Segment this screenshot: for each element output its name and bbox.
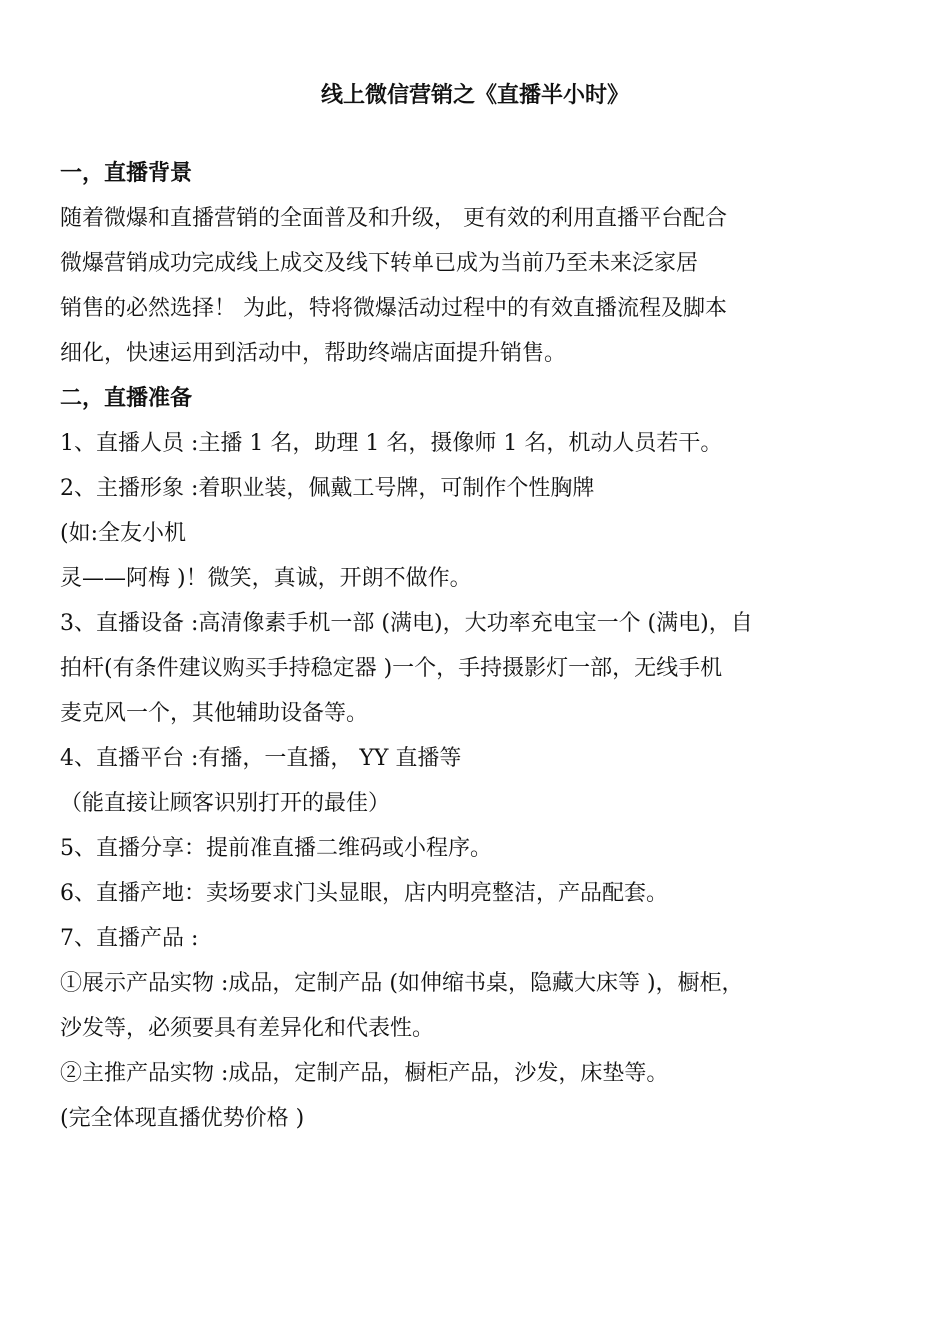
list-item: 拍杆(有条件建议购买手持稳定器 )一个，手持摄影灯一部，无线手机 (60, 656, 723, 681)
section-heading-preparation: 二，直播准备 (60, 386, 193, 411)
list-item: 7、直播产品 : (60, 926, 199, 951)
paragraph-line: 随着微爆和直播营销的全面普及和升级， 更有效的利用直播平台配合 (60, 206, 727, 231)
list-item: (如:全友小机 (60, 521, 186, 546)
list-item: （能直接让顾客识别打开的最佳） (60, 791, 391, 816)
list-item: 4、直播平台 :有播，一直播， YY 直播等 (60, 746, 462, 771)
list-item: ②主推产品实物 :成品，定制产品，橱柜产品，沙发，床垫等。 (60, 1061, 669, 1086)
section-heading-background: 一，直播背景 (60, 161, 193, 186)
list-item: 2、主播形象 :着职业装，佩戴工号牌，可制作个性胸牌 (60, 476, 595, 501)
list-item: 5、直播分享：提前准直播二维码或小程序。 (60, 836, 492, 861)
list-item: 沙发等，必须要具有差异化和代表性。 (60, 1016, 435, 1041)
list-item: (完全体现直播优势价格 ) (60, 1106, 305, 1131)
list-item: 麦克风一个，其他辅助设备等。 (60, 701, 369, 726)
paragraph-line: 细化，快速运用到活动中，帮助终端店面提升销售。 (60, 341, 567, 366)
list-item: 灵——阿梅 )！微笑，真诚，开朗不做作。 (60, 566, 472, 591)
paragraph-line: 微爆营销成功完成线上成交及线下转单已成为当前乃至未来泛家居 (60, 251, 699, 276)
list-item: ①展示产品实物 :成品，定制产品 (如伸缩书桌，隐藏大床等 )，橱柜， (60, 971, 744, 996)
list-item: 1、直播人员 :主播 1 名，助理 1 名，摄像师 1 名，机动人员若干。 (60, 431, 723, 456)
list-item: 6、直播产地：卖场要求门头显眼，店内明亮整洁，产品配套。 (60, 881, 668, 906)
list-item: 3、直播设备 :高清像素手机一部 (满电)，大功率充电宝一个 (满电)，自 (60, 611, 753, 636)
document-title: 线上微信营销之《直播半小时》 (320, 83, 629, 108)
paragraph-line: 销售的必然选择！ 为此，特将微爆活动过程中的有效直播流程及脚本 (60, 296, 727, 321)
